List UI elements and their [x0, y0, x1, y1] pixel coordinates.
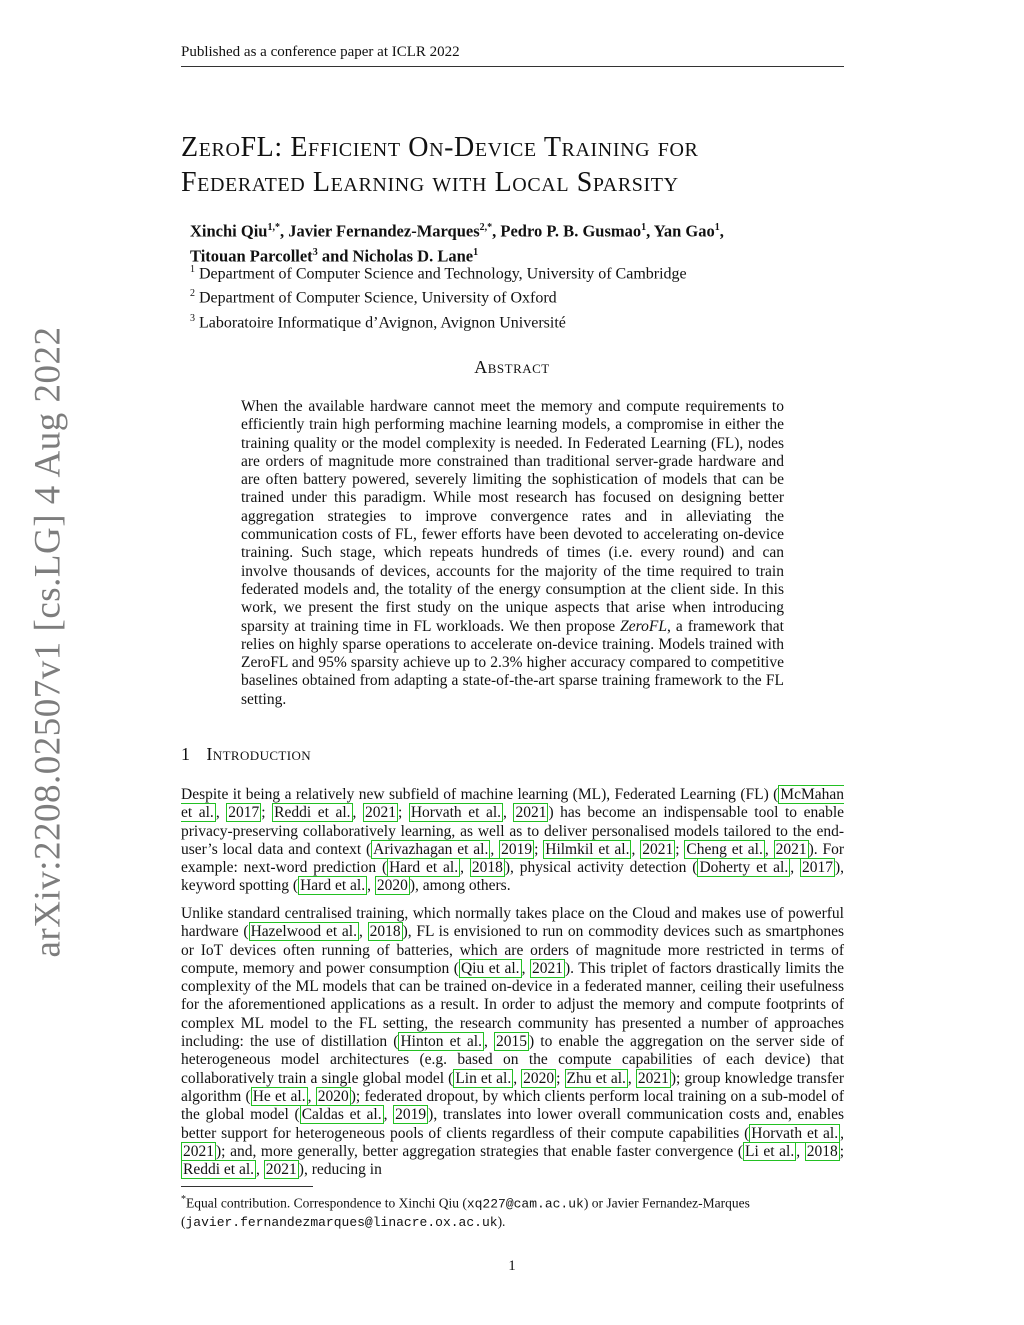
citation-link[interactable]: 2020 — [317, 1087, 349, 1105]
citation-link[interactable]: 2018 — [806, 1142, 838, 1160]
text: ), physical activity detection ( — [504, 859, 698, 877]
text: ; — [675, 840, 685, 858]
affiliation-text: Laboratoire Informatique d’Avignon, Avignon Université — [199, 313, 566, 331]
text: , — [352, 804, 363, 822]
citation-link[interactable]: McMahan et al. — [181, 786, 844, 822]
text: Unlike standard centralised training, which normally takes place on the Cloud and makes use of powerful hardware ( — [181, 905, 844, 941]
affiliation-list — [190, 260, 840, 333]
affiliation-text: Department of Computer Science, University of Oxford — [199, 289, 557, 307]
text: ), keyword spotting ( — [181, 859, 845, 895]
citation-link[interactable]: He et al. — [252, 1087, 306, 1105]
abstract-text: When the available hardware cannot meet the memory and compute requirements to efficiently train high performing machine learning models, a compromise in either the training quality or the model complexity is needed. In Federated Learning (FL), nodes are orders of magnitude more constrained than traditional server-grade hardware and are often battery powered, severely limiting the sophistication of models that can be trained under this paradigm. While most research has focused on designing better aggregation strategies to improve convergence rates and in alleviating the communication costs of FL, fewer efforts have been devoted to accelerating on-device training. Such stage, which repeats hundreds of times (i.e. every round) and can involve thousands of devices, accounts for the majority of the time required to train federated models and, the totality of the energy consumption at the client side. In this work, we present the first study on the unique aspects that arise when introducing sparsity at training time in FL workloads. We then propose — [241, 398, 784, 635]
citation-link[interactable]: Arivazhagan et al. — [373, 840, 489, 858]
text: , — [490, 840, 500, 858]
citation-link[interactable]: 2015 — [495, 1033, 527, 1051]
text: , — [764, 840, 774, 858]
text: , — [256, 1161, 264, 1179]
text: , — [513, 1069, 522, 1087]
footnote-text: Equal contribution. Correspondence to Xinchi Qiu ( — [186, 1195, 467, 1211]
page-number: 1 — [508, 1258, 516, 1274]
text: ) to enable the aggregation on the server side of heterogeneous model architectures (e.g. based on the compute capabilities of each device) that collaboratively train a single global model ( — [181, 1033, 844, 1087]
author-sup: 1 — [473, 246, 479, 258]
email-link[interactable]: xq227@cam.ac.uk — [466, 1196, 584, 1212]
footnote — [181, 1191, 844, 1231]
footnote-text: ). — [497, 1213, 506, 1229]
abstract-heading: Abstract — [474, 357, 550, 377]
text: , — [631, 840, 641, 858]
text: ), FL is envisioned to run on commodity devices such as smartphones or IoT devices often running of batteries, which are orders of magnitude more restricted in terms of compute, memory and power consumption ( — [181, 923, 844, 977]
citation-link[interactable]: Zhu et al. — [566, 1069, 626, 1087]
author-list — [190, 217, 840, 266]
affiliation — [190, 260, 840, 284]
affiliation — [190, 284, 840, 308]
citation-link[interactable]: Reddi et al. — [274, 804, 351, 822]
citation-link[interactable]: 2021 — [364, 804, 396, 822]
author-sup: 3 — [312, 246, 318, 258]
text: ; — [261, 804, 273, 822]
text: , — [358, 923, 368, 941]
citation-link[interactable]: Reddi et al. — [183, 1161, 255, 1179]
paragraph-intro-2 — [181, 905, 844, 1179]
text: , — [503, 804, 514, 822]
citation-link[interactable]: Hazelwood et al. — [250, 923, 357, 941]
text: Despite it being a relatively new subfield of machine learning (ML), Federated Learning (FL) ( — [181, 786, 779, 803]
affiliation-text: Department of Computer Science and Technology, University of Cambridge — [199, 265, 687, 283]
author-name: Xinchi Qiu — [190, 221, 268, 241]
footnote-mark: * — [181, 1194, 186, 1205]
affiliation-sup: 1 — [190, 264, 195, 275]
title-line-2: Federated Learning with Local Sparsity — [181, 167, 679, 198]
citation-link[interactable]: 2020 — [376, 877, 408, 895]
citation-link[interactable]: 2019 — [501, 840, 533, 858]
text: , — [521, 959, 530, 977]
text: ; — [839, 1142, 845, 1160]
text: ); and, more generally, better aggregation strategies that enable faster convergence ( — [216, 1142, 743, 1160]
text: ; — [534, 840, 544, 858]
affiliation — [190, 309, 840, 333]
text: ), among others. — [409, 877, 511, 895]
citation-link[interactable]: Cheng et al. — [686, 840, 763, 858]
text: , — [367, 877, 375, 895]
author-name: , Javier Fernandez-Marques — [279, 221, 480, 241]
text: ; — [397, 804, 409, 822]
text: , — [796, 1142, 805, 1160]
text: ) has become an indispensable tool to enable privacy-preserving collaboratively learning, as well as to deliver personalised models tailored to the end-user’s local data and context ( — [181, 804, 845, 858]
citation-link[interactable]: Hinton et al. — [400, 1033, 482, 1051]
section-title: Introduction — [206, 744, 312, 764]
citation-link[interactable]: 2018 — [471, 859, 503, 877]
citation-link[interactable]: Lin et al. — [455, 1069, 512, 1087]
text: ; — [556, 1069, 565, 1087]
affiliation-sup: 3 — [190, 312, 195, 324]
footnote-rule — [181, 1186, 313, 1187]
citation-link[interactable]: Doherty et al. — [699, 859, 789, 877]
author-sup: 1 — [714, 222, 720, 233]
citation-link[interactable]: 2021 — [642, 840, 674, 858]
citation-link[interactable]: Hard et al. — [300, 877, 366, 895]
author-name: , Yan Gao — [646, 221, 715, 241]
citation-link[interactable]: 2021 — [531, 959, 563, 977]
author-sup: 2,* — [479, 222, 493, 233]
text: ), translates into lower overall communication costs and, enables better support for heterogeneous pools of clients regardless of their compute capabilities ( — [181, 1106, 845, 1142]
citation-link[interactable]: 2021 — [637, 1069, 669, 1087]
text: ), reducing in — [298, 1161, 382, 1179]
author-name: , Pedro P. B. Gusmao — [492, 221, 642, 241]
text: ). For example: next-word prediction ( — [181, 840, 845, 877]
text: , — [483, 1033, 494, 1051]
text: , — [460, 859, 470, 877]
citation-link[interactable]: Hilmkil et al. — [545, 840, 630, 858]
citation-link[interactable]: 2019 — [395, 1106, 427, 1124]
text: , — [840, 1124, 844, 1142]
paper-title — [181, 130, 861, 200]
title-line-1: ZeroFL: Efficient On-Device Training for — [181, 132, 699, 163]
citation-link[interactable]: 2021 — [775, 840, 807, 858]
text: , — [627, 1069, 636, 1087]
citation-link[interactable]: Horvath et al. — [751, 1124, 839, 1142]
author-name: Titouan Parcollet — [190, 246, 313, 265]
text: ); federated dropout, by which clients perform local training on a sub-model of the global model ( — [181, 1087, 845, 1124]
section-number: 1 — [181, 744, 191, 764]
abstract-emphasis: ZeroFL — [620, 617, 667, 635]
citation-link[interactable]: 2021 — [515, 804, 547, 822]
text: , — [790, 859, 800, 877]
text: , — [307, 1087, 316, 1105]
text: , — [215, 804, 227, 822]
citation-link[interactable]: 2018 — [369, 923, 401, 941]
arxiv-identifier: arXiv:2208.02507v1 [cs.LG] 4 Aug 2022 — [27, 326, 69, 958]
footnote-text: ) or Javier Fernandez-Marques ( — [181, 1195, 750, 1229]
section-heading — [181, 744, 311, 765]
citation-link[interactable]: Caldas et al. — [301, 1106, 382, 1124]
author-sup: 1 — [641, 222, 647, 233]
citation-link[interactable]: 2017 — [801, 859, 833, 877]
text: , — [383, 1106, 394, 1124]
running-header: Published as a conference paper at ICLR 2022 — [181, 44, 844, 67]
text: ). This triplet of factors drastically limits the complexity of the ML models that can be trained on-device in a federated manner, ceiling their usefulness for the aforementioned applications as a result. In order to adjust the memory and compute footprints of complex ML model to the FL setting, the research community has presented a number of approaches including: the use of distillation ( — [181, 959, 844, 1051]
abstract-text: , a framework that relies on highly sparse operations to accelerate on-device training. Models trained with ZeroFL and 95% sparsity achieve up to 2.3% higher accuracy compared to competitive baselines obtained from adapting a state-of-the-art sparse training framework to the FL setting. — [241, 617, 784, 708]
citation-link[interactable]: 2021 — [265, 1161, 297, 1179]
affiliation-sup: 2 — [190, 288, 195, 300]
citation-link[interactable]: Li et al. — [744, 1142, 795, 1160]
author-name: and Nicholas D. Lane — [317, 246, 474, 265]
abstract-body — [241, 398, 784, 709]
email-link[interactable]: javier.fernandezmarques@linacre.ox.ac.uk — [185, 1214, 498, 1230]
text: ); group knowledge transfer algorithm ( — [181, 1069, 845, 1105]
citation-link[interactable]: Horvath et al. — [410, 804, 502, 822]
author-separator: , — [719, 221, 724, 241]
citation-link[interactable]: 2020 — [523, 1069, 555, 1087]
citation-link[interactable]: Qiu et al. — [460, 959, 520, 977]
paragraph-intro-1 — [181, 786, 844, 896]
author-sup: 1,* — [267, 222, 280, 233]
citation-link[interactable]: 2017 — [228, 804, 260, 822]
citation-link[interactable]: 2021 — [183, 1142, 214, 1160]
citation-link[interactable]: Hard et al. — [389, 859, 459, 877]
